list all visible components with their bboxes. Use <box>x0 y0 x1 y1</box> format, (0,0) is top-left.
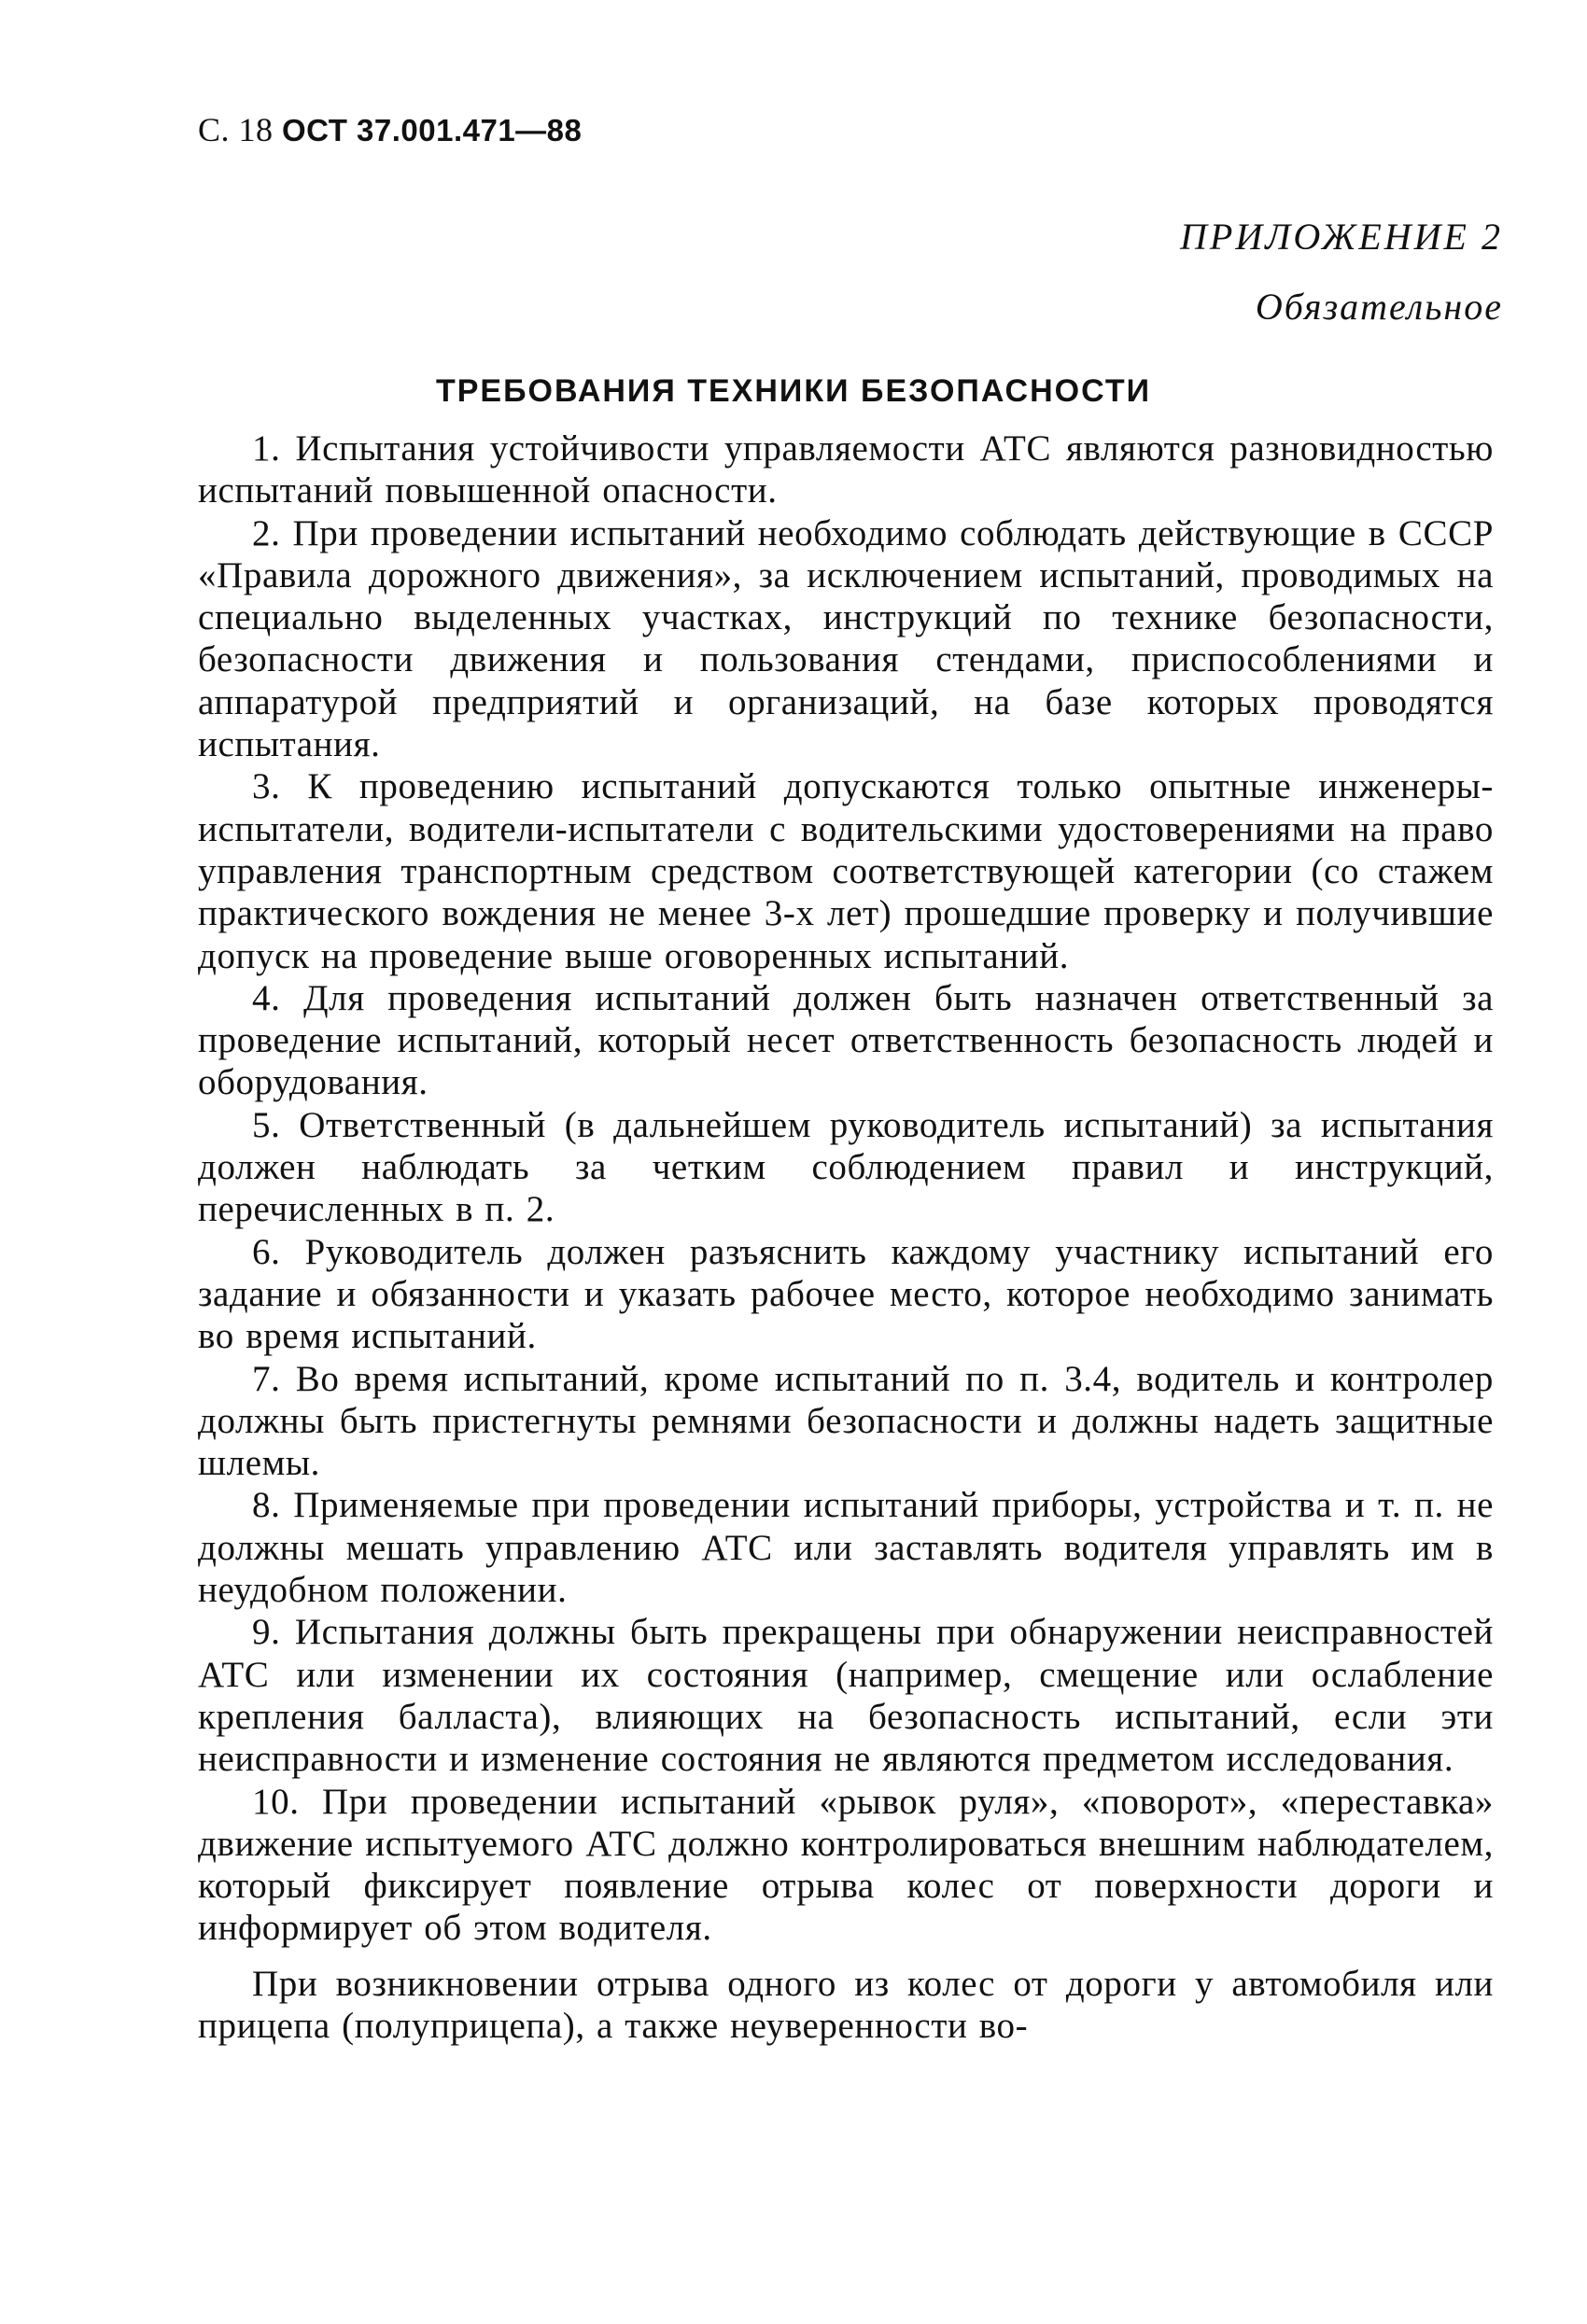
paragraph-6: 6. Руководитель должен разъяснить каждому участнику испытаний его задание и обязанности и указать рабочее место, которое необходимо занимать во время испытаний. <box>198 1231 1494 1357</box>
appendix-label: ПРИЛОЖЕНИЕ 2 <box>1180 216 1503 258</box>
body-text <box>198 427 1494 2047</box>
paragraph-10: 10. При проведении испытаний «рывок руля», «поворот», «переставка» движение испытуемого АТС должно контролироваться внешним наблюдателем, который фиксирует появление отрыва колес от поверхности дороги и информирует об этом водителя. <box>198 1781 1494 1949</box>
paragraph-1: 1. Испытания устойчивости управляемости АТС являются разновидностью испытаний повышенной опасности. <box>198 428 1494 511</box>
section-title: ТРЕБОВАНИЯ ТЕХНИКИ БЕЗОПАСНОСТИ <box>435 373 1152 409</box>
paragraph-11: При возникновении отрыва одного из колес от дороги у автомобиля или прицепа (полуприцепа), а также неуверенности во- <box>198 1963 1494 2046</box>
paragraph-3: 3. К проведению испытаний допускаются только опытные инженеры-испытатели, водители-испытатели с водительскими удостоверениями на право управления транспортным средством соответствующей категории (со стажем практического вождения не менее 3-х лет) прошедшие проверку и получившие допуск на проведение выше оговоренных испытаний. <box>198 766 1494 976</box>
paragraph-9: 9. Испытания должны быть прекращены при обнаружении неисправностей АТС или изменении их состояния (например, смещение или ослабление крепления балласта), влияющих на безопасность испытаний, если эти неисправности и изменение состояния не являются предметом исследования. <box>198 1612 1494 1780</box>
appendix-status: Обязательное <box>1255 286 1503 328</box>
page-header <box>198 110 582 149</box>
paragraph-5: 5. Ответственный (в дальнейшем руководитель испытаний) за испытания должен наблюдать за четким соблюдением правил и инструкций, перечисленных в п. 2. <box>198 1104 1494 1230</box>
standard-code: ОСТ 37.001.471—88 <box>282 113 583 147</box>
paragraph-2: 2. При проведении испытаний необходимо соблюдать действующие в СССР «Правила дорожного движения», за исключением испытаний, проводимых на специально выделенных участках, инструкций по технике безопасности, безопасности движения и пользования стендами, приспособлениями и аппаратурой предприятий и организаций, на базе которых проводятся испытания. <box>198 512 1494 765</box>
page-number: С. 18 <box>198 111 274 148</box>
paragraph-4: 4. Для проведения испытаний должен быть назначен ответственный за проведение испытаний, который несет ответственность безопасность людей и оборудования. <box>198 977 1494 1103</box>
paragraph-8: 8. Применяемые при проведении испытаний приборы, устройства и т. п. не должны мешать управлению АТС или заставлять водителя управлять им в неудобном положении. <box>198 1485 1494 1611</box>
paragraph-7: 7. Во время испытаний, кроме испытаний по п. 3.4, водитель и контролер должны быть пристегнуты ремнями безопасности и должны надеть защитные шлемы. <box>198 1358 1494 1484</box>
